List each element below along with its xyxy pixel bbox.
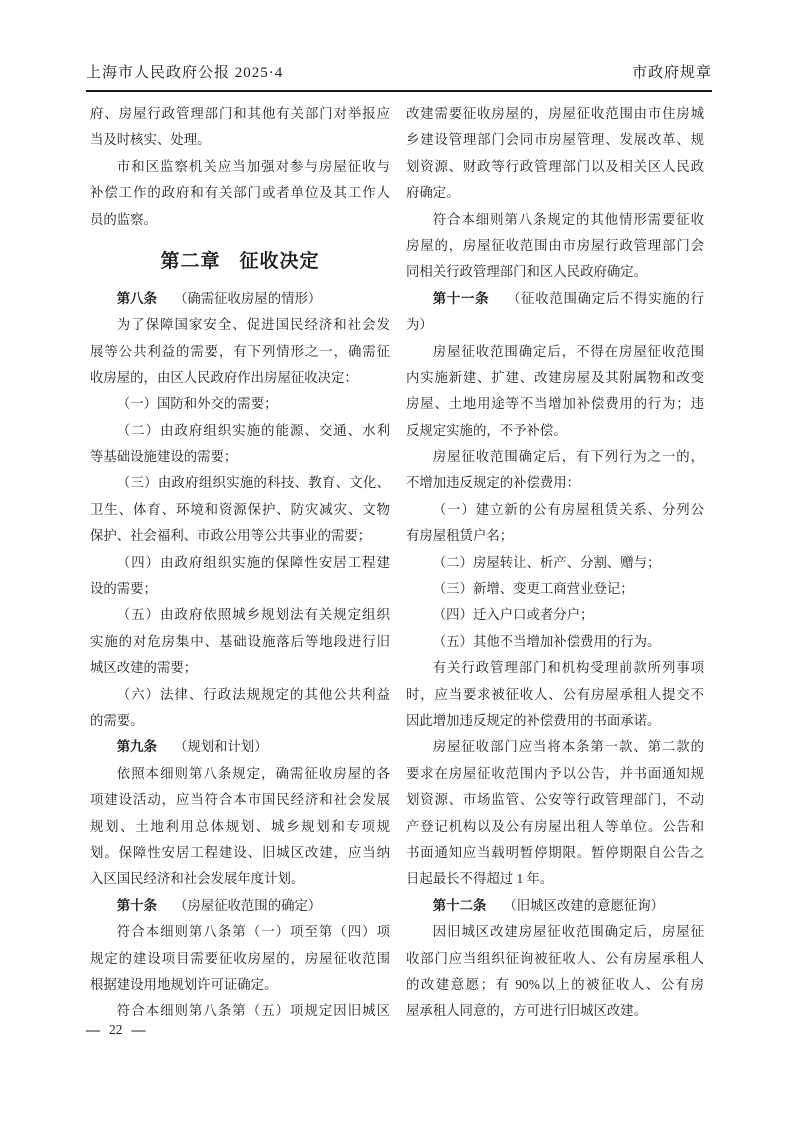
text-line: 府确定。 (406, 185, 460, 201)
article-heading (90, 286, 390, 312)
text-line: （三）由政府组织实施的科技、教育、文化、 (116, 475, 390, 491)
text-line: 有关行政管理部门和机构受理前款所列事项 (432, 660, 704, 676)
header-journal-title: 上海市人民政府公报 2025·4 (86, 65, 284, 81)
text-line: 等基础设施建设的需要； (90, 449, 238, 465)
right-column (406, 101, 704, 1025)
text-line: 日起最长不得超过 1 年。 (406, 871, 554, 887)
header-rule (86, 90, 712, 92)
text-line: 房屋征收部门应当将本条第一款、第二款的 (432, 739, 704, 755)
article-label: （规划和计划） (173, 739, 268, 755)
page-number (86, 1021, 146, 1040)
text-line: （五）由政府依照城乡规划法有关规定组织 (116, 607, 390, 623)
text-line: 因旧城区改建房屋征收范围确定后，房屋征 (432, 924, 704, 940)
text-line: 展等公共利益的需要，有下列情形之一，确需征 (90, 343, 390, 359)
text-line: 同相关行政管理部门和区人民政府确定。 (406, 264, 648, 280)
text-line: 根据建设用地规划许可证确定。 (90, 976, 278, 992)
text-line: 依照本细则第八条规定，确需征收房屋的各 (116, 765, 390, 781)
article-label: （房屋征收范围的确定） (173, 897, 322, 913)
article-number: 第八条 (116, 290, 157, 306)
text-line: 时，应当要求被征收人、公有房屋承租人提交不 (406, 686, 704, 702)
text-line: 规划、土地利用总体规划、城乡规划和专项规 (90, 818, 390, 834)
text-line: （四）由政府组织实施的保障性安居工程建 (116, 554, 390, 570)
text-line: 划。保障性安居工程建设、旧城区改建，应当纳 (90, 844, 390, 860)
text-line: （二）由政府组织实施的能源、交通、水利 (116, 422, 390, 438)
article-heading (90, 734, 390, 760)
footer-dash-right: — (131, 1023, 146, 1038)
text-line: 员的监察。 (90, 211, 157, 227)
text-line: 划资源、财政等行政管理部门以及相关区人民政 (406, 158, 704, 174)
article-number: 第十二条 (432, 897, 487, 913)
left-column (90, 101, 390, 1025)
text-line: 项建设活动，应当符合本市国民经济和社会发展 (90, 792, 390, 808)
text-line: 设的需要； (90, 581, 157, 597)
text-line: 市和区监察机关应当加强对参与房屋征收与 (116, 158, 390, 174)
text-line: （一）国防和外交的需要； (116, 396, 278, 412)
article-label: （旧城区改建的意愿征询） (503, 897, 665, 913)
text-line: 房屋征收范围确定后，不得在房屋征收范围 (432, 343, 704, 359)
article-number: 第十一条 (432, 290, 490, 306)
text-line: 符合本细则第八条第（一）项至第（四）项 (116, 924, 390, 940)
text-line: 房屋、土地用途等不当增加补偿费用的行为；违 (406, 396, 704, 412)
text-line: 卫生、体育、环境和资源保护、防灾减灾、文物 (90, 501, 390, 517)
text-line: 入区国民经济和社会发展年度计划。 (90, 871, 305, 887)
text-line: 规定的建设项目需要征收房屋的，房屋征收范围 (90, 950, 390, 966)
text-line: 的改建意愿；有 90%以上的被征收人、公有房 (406, 976, 704, 992)
article-number: 第十条 (116, 897, 157, 913)
text-line: 反规定实施的，不予补偿。 (406, 422, 567, 438)
text-line: 改建需要征收房屋的，房屋征收范围由市住房城 (406, 106, 704, 121)
text-line: 的需要。 (90, 713, 144, 728)
text-line: （五）其他不当增加补偿费用的行为。 (432, 633, 661, 649)
text-line: 收部门应当组织征询被征收人、公有房屋承租人 (406, 950, 704, 966)
text-line: 不增加违反规定的补偿费用： (406, 475, 581, 491)
article-label: （确需征收房屋的情形） (173, 290, 322, 306)
text-line: 保护、社会福利、市政公用等公共事业的需要； (90, 528, 372, 544)
text-line: 屋承租人同意的，方可进行旧城区改建。 (406, 1003, 648, 1019)
text-line: 城区改建的需要； (90, 660, 198, 676)
text-line: （三）新增、变更工商营业登记； (432, 581, 634, 597)
text-line: （四）迁入户口或者分户； (432, 607, 594, 623)
text-line: （二）房屋转让、析产、分割、赠与； (432, 554, 661, 570)
text-line: 乡建设管理部门会同市房屋管理、发展改革、规 (406, 132, 704, 148)
text-line: 符合本细则第八条规定的其他情形需要征收 (432, 211, 704, 227)
footer-page-number: 22 (109, 1022, 123, 1037)
text-line: 有房屋租赁户名； (406, 528, 514, 544)
text-line: 收房屋的，由区人民政府作出房屋征收决定： (90, 369, 358, 385)
text-line: 内实施新建、扩建、改建房屋及其附属物和改变 (406, 369, 704, 385)
text-line: 符合本细则第八条第（五）项规定因旧城区 (116, 1003, 390, 1019)
text-line: 补偿工作的政府和有关部门或者单位及其工作人 (90, 185, 390, 201)
chapter-title: 征收决定 (239, 250, 320, 272)
page-header (86, 63, 712, 83)
article-heading (90, 893, 390, 919)
article-number: 第九条 (116, 739, 157, 755)
article-label: （征收范围确定后不得实施的行 (506, 290, 704, 306)
text-line: 为了保障国家安全、促进国民经济和社会发 (116, 317, 390, 333)
chapter-number: 第二章 (160, 250, 221, 272)
text-line: 当及时核实、处理。 (90, 132, 211, 148)
text-line: 实施的对危房集中、基础设施落后等地段进行旧 (90, 633, 390, 649)
text-line: 房屋征收范围确定后，有下列行为之一的， (432, 449, 704, 465)
text-line: （一）建立新的公有房屋租赁关系、分列公 (432, 501, 704, 517)
text-line: 划资源、市场监管、公安等行政管理部门，不动 (406, 792, 704, 808)
footer-dash-left: — (86, 1023, 100, 1038)
article-heading (406, 286, 704, 312)
text-line: （六）法律、行政法规规定的其他公共利益 (116, 686, 390, 702)
chapter-heading (90, 233, 390, 286)
text-line: 因此增加违反规定的补偿费用的书面承诺。 (406, 712, 661, 728)
header-section-title: 市政府规章 (631, 65, 712, 81)
text-line: 产登记机构以及公有房屋出租人等单位。公告和 (406, 818, 704, 834)
text-line: 房屋的，房屋征收范围由市房屋行政管理部门会 (406, 237, 704, 253)
article-heading (406, 893, 704, 919)
text-line: 要求在房屋征收范围内予以公告，并书面通知规 (406, 765, 704, 781)
text-line: 府、房屋行政管理部门和其他有关部门对举报应 (90, 106, 390, 121)
text-line: 书面通知应当载明暂停期限。暂停期限自公告之 (406, 844, 704, 860)
text-line: 为） (406, 317, 433, 333)
